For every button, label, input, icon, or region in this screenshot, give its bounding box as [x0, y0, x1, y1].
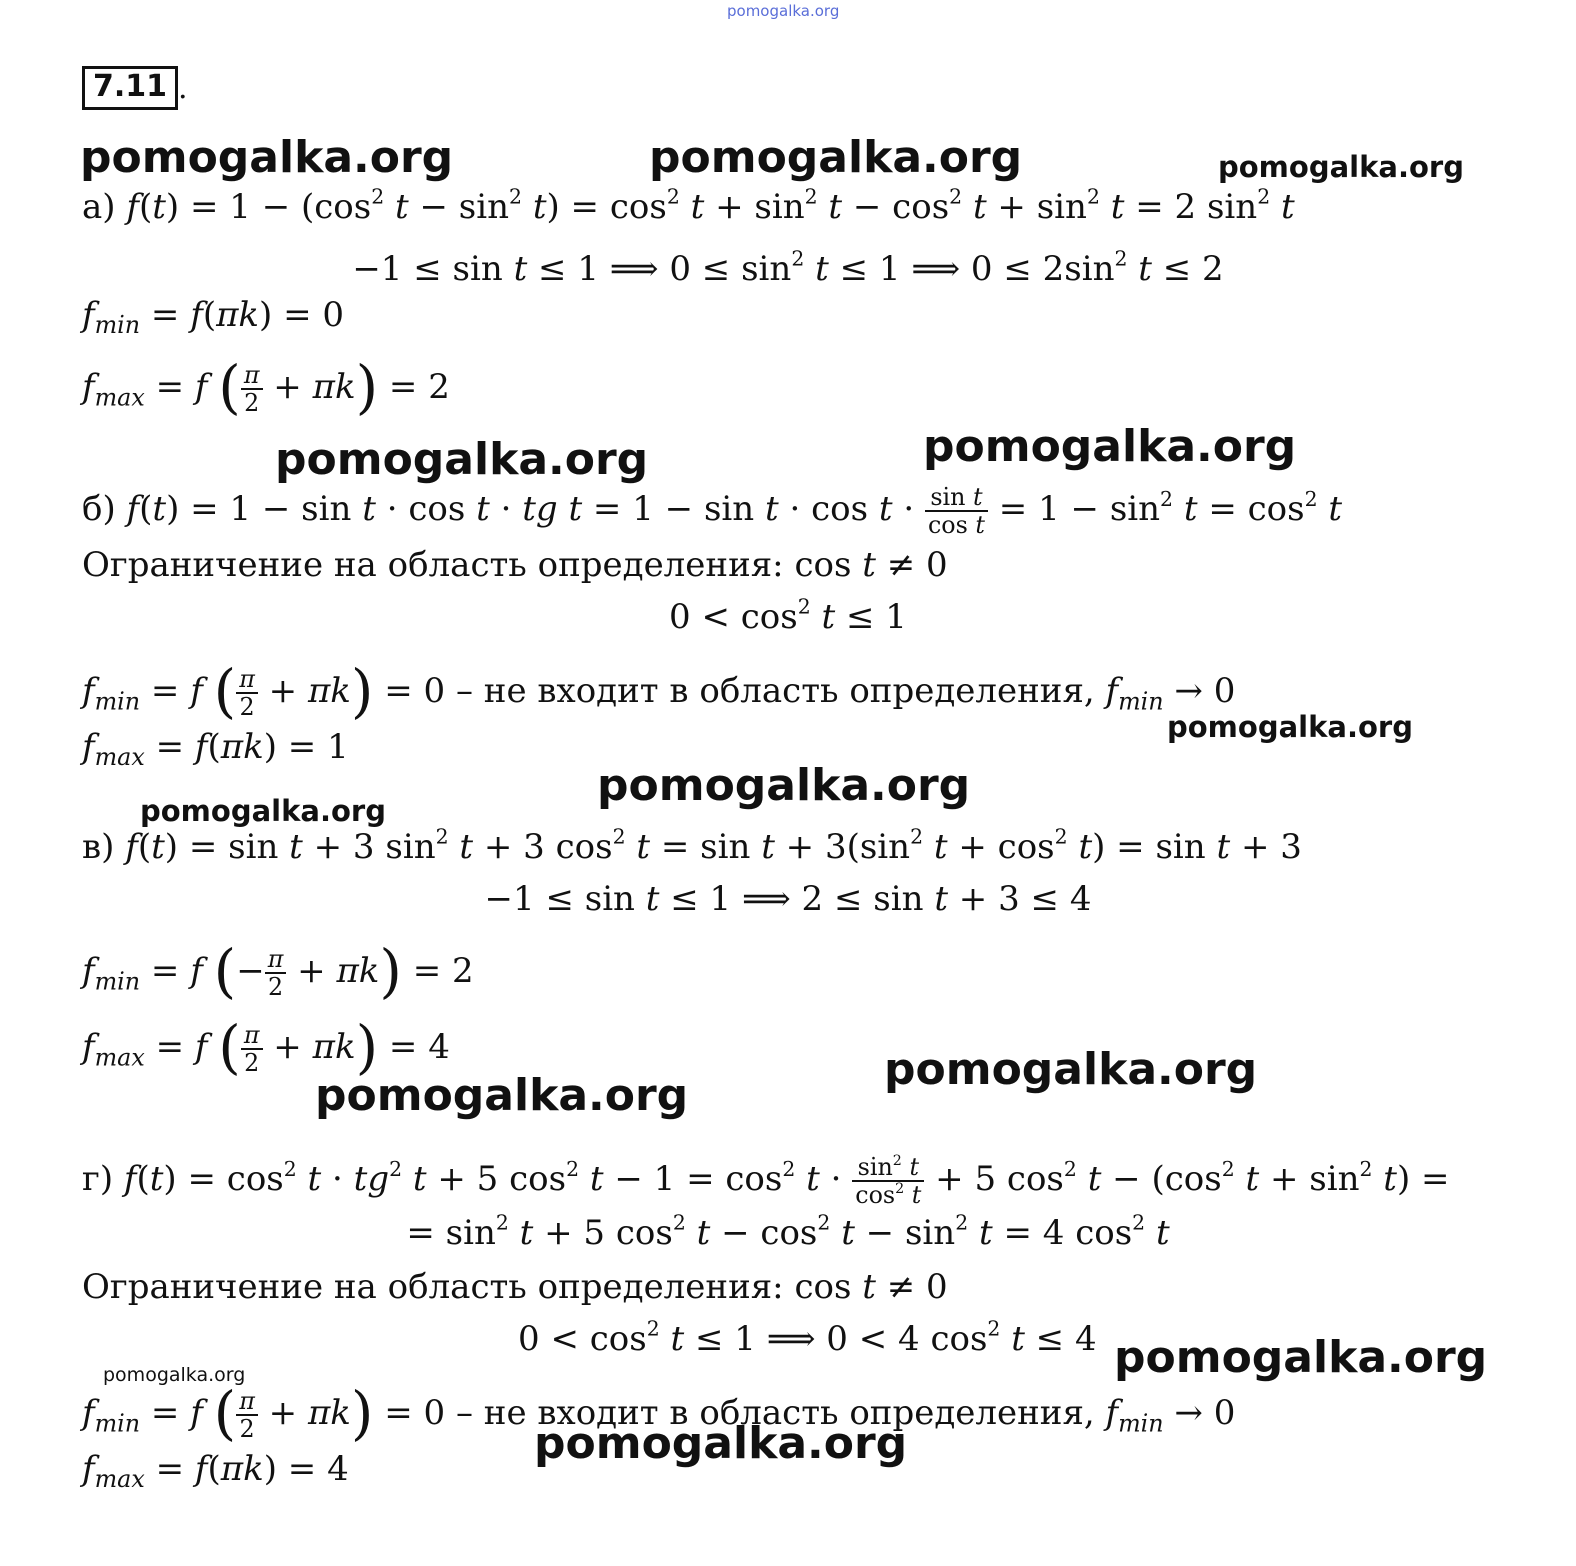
formula-v-max: $f_{max} = f$ ( $\frac{\pi}{2}$ + πk) = 4	[82, 1012, 450, 1081]
watermark: pomogalka.org	[80, 132, 454, 183]
watermark: pomogalka.org	[884, 1044, 1258, 1095]
formula-g-max: $f_{max} = f(\pi k) = 4$	[82, 1449, 349, 1494]
restriction-text: Ограничение на область определения:	[82, 545, 784, 585]
formula-g-min: $f_{min} = f$ ( $\frac{\pi}{2}$ + πk) = 0 – не входит в область определения, $f_{min} \to 0$	[82, 1378, 1236, 1447]
label-b: б)	[82, 489, 116, 530]
formula-b-main: б) f(t) = 1 − sin t · cos t · tg t = 1 − sin t · cos t · $\frac{\text{sin t}}{\text{cos t}}$ = $1 - \sin^2 t = \cos^2 t$	[82, 483, 1343, 540]
formula-v-bounds: −1 ≤ sin t ≤ 1 ⟹ 2 ≤ sin t + 3 ≤ 4	[484, 879, 1092, 919]
header-watermark: pomogalka.org	[727, 2, 840, 20]
problem-number-dot: .	[178, 71, 188, 106]
restriction-text: Ограничение на область определения:	[82, 1267, 784, 1307]
formula-g-main: г) $f(t) = \cos^2 t \cdot tg^2$ t + 5 $\cos^2 t - 1 = \cos^2 t$ · $\frac{\sin^2 t}{\cos^2 t}$ + 5 $\cos^2 t - (\cos^2$ $t + \sin^2 t$) =	[82, 1153, 1450, 1210]
formula-a-max: $f_{max} = f$ ( $\frac{\pi}{2}$ + πk) = 2	[82, 352, 450, 421]
label-a: а)	[82, 187, 116, 227]
watermark: pomogalka.org	[1114, 1332, 1488, 1383]
label-v: в)	[82, 827, 115, 867]
watermark: pomogalka.org	[315, 1070, 689, 1121]
watermark: pomogalka.org	[275, 434, 649, 485]
label-g: г)	[82, 1159, 114, 1200]
watermark: pomogalka.org	[534, 1418, 908, 1469]
watermark: pomogalka.org	[1167, 710, 1413, 744]
watermark: pomogalka.org	[103, 1364, 246, 1386]
formula-g-bounds: $0 < \cos^2 t \le 1$ ⟹ 0 < 4 $\cos^2 t \le 4$	[518, 1316, 1097, 1359]
problem-number: 7.11	[82, 66, 178, 110]
watermark: pomogalka.org	[597, 760, 971, 811]
watermark: pomogalka.org	[140, 794, 386, 828]
watermark: pomogalka.org	[923, 421, 1297, 472]
formula-b-bounds: $0 < \cos^2 t \le 1$	[669, 594, 907, 637]
formula-g-restriction: Ограничение на область определения: cos t ≠ 0	[82, 1267, 948, 1307]
formula-b-min: $f_{min} = f$ ( $\frac{\pi}{2}$ + πk) = 0 – не входит в область определения, $f_{min} \to 0$	[82, 656, 1236, 725]
not-in-domain-text: – не входит в область определения,	[456, 1393, 1095, 1434]
formula-v-min: $f_{min} = f$ (− $\frac{\pi}{2}$ + πk) = 2	[82, 936, 474, 1005]
formula-v-main: в) f(t) = sin t + 3 $\sin^2 t + 3$ $\cos^2 t = \sin t + 3(\sin^2$ $t + \cos^2 t) = \sin t + 3$	[82, 824, 1302, 867]
formula-g-cont: = $\sin^2 t + 5$ $\cos^2 t - \cos^2 t - \sin^2 t = 4$ $\cos^2 t$	[406, 1210, 1170, 1253]
formula-a-min: $f_{min} = f(\pi k) = 0$	[82, 295, 345, 340]
not-in-domain-text: – не входит в область определения,	[456, 671, 1095, 712]
watermark: pomogalka.org	[649, 132, 1023, 183]
formula-a-main: а) $f(t) = 1 - (\cos^2$ $t - \sin^2 t) = \cos^2 t + \sin^2 t - \cos^2 t + \sin^2 t = 2$ $\sin^2 t$	[82, 184, 1295, 227]
formula-b-restriction: Ограничение на область определения: cos t ≠ 0	[82, 545, 948, 585]
watermark: pomogalka.org	[1218, 150, 1464, 184]
formula-b-max: $f_{max} = f(\pi k) = 1$	[82, 727, 349, 772]
formula-a-bounds: −1 ≤ sin t ≤ 1 ⟹ $0 \le \sin^2 t \le 1$ ⟹ $0 \le 2\sin^2$ t ≤ 2	[352, 246, 1224, 289]
